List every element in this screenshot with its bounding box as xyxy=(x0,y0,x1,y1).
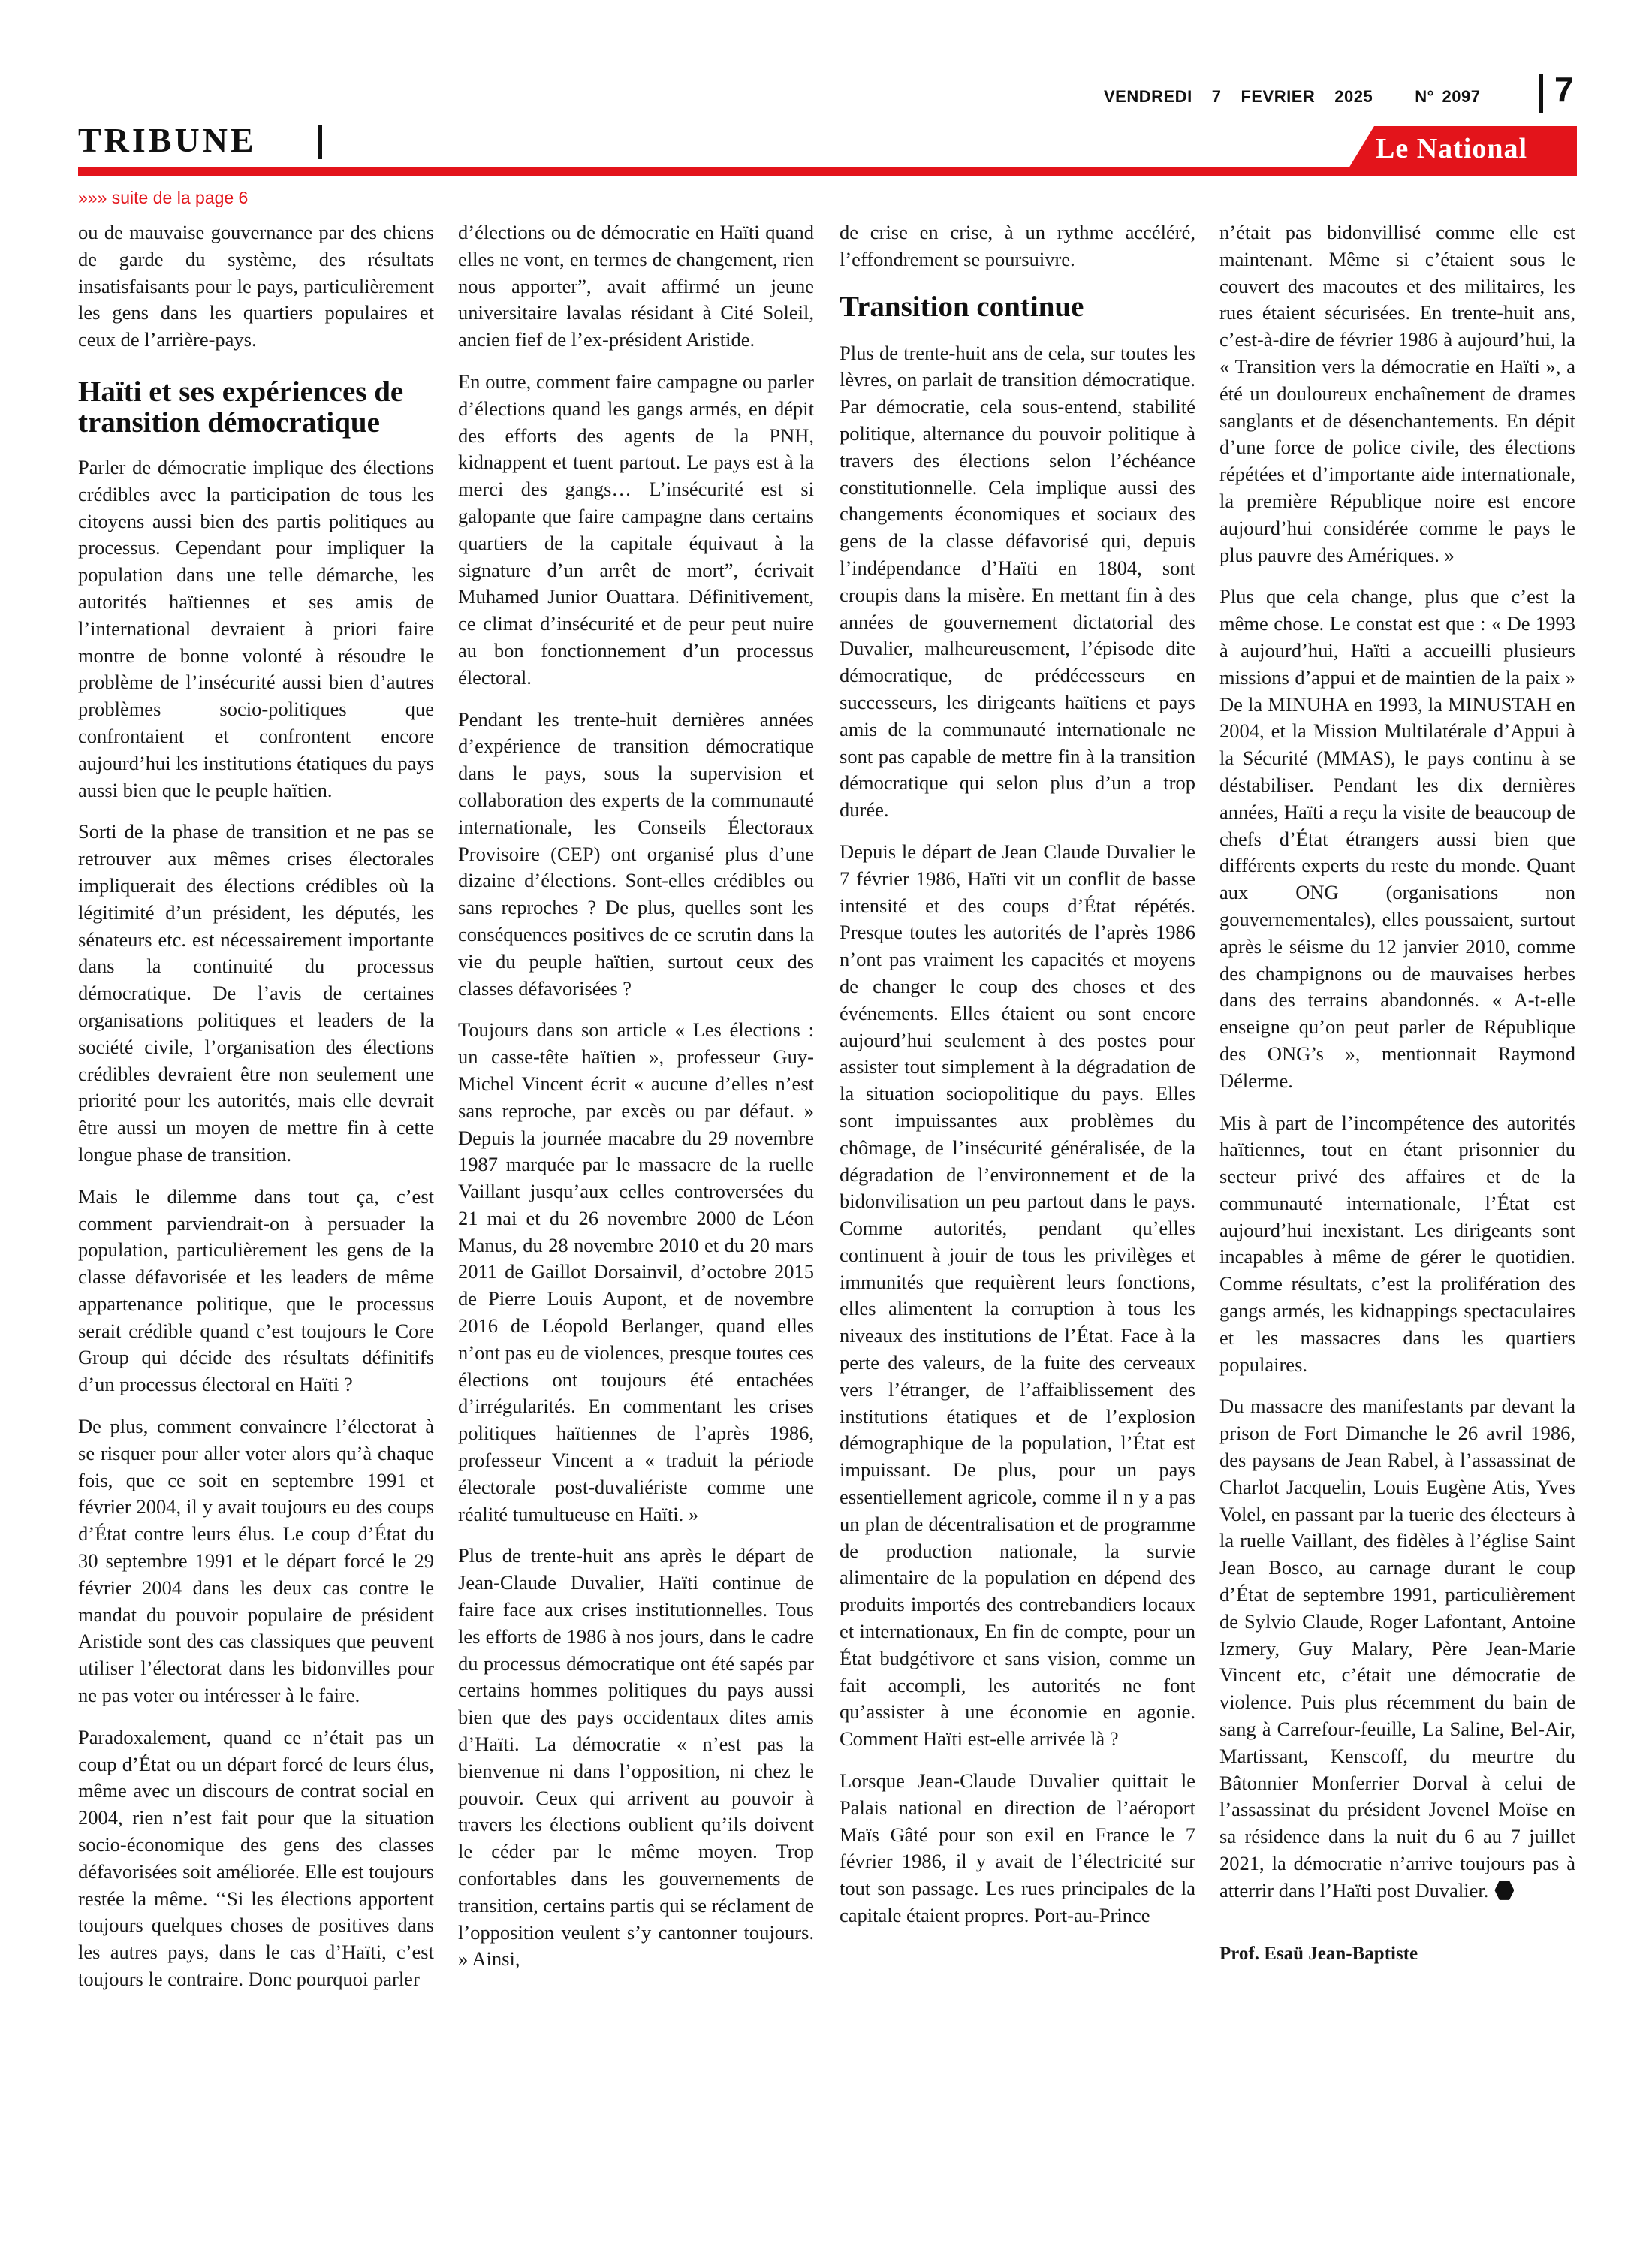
date-number: 7 xyxy=(1211,87,1222,106)
paragraph: Toujours dans son article « Les élections : un casse-tête haïtien », professeur Guy-Michel Vincent écrit « aucune d’elles n’est sans reproche, par excès ou par défaut. » Depuis la journée macabre du 29 novembre 1987 marquée par le massacre de la ruelle Vaillant jusqu’aux celles controversées du 21 mai et du 26 novembre 2000 de Léon Manus, du 28 novembre 2010 et du 20 mars 2011 de Gaillot Dorsainvil, d’octobre 2015 de Pierre Louis Aupont, et de novembre 2016 de Léopold Berlanger, quand elles n’ont pas eu de violences, presque toutes ces élections ont toujours été entachées d’irrégularités. En commentant les crises politiques haïtiennes de l’après 1986, professeur Vincent a « traduit la période électorale post-duvaliériste comme une réalité tumultueuse en Haïti. » xyxy=(458,1018,814,1525)
paragraph: Depuis le départ de Jean Claude Duvalier le 7 février 1986, Haïti vit un conflit de basse intensité et des coups d’État répétés. Presque toutes les autorités de l’après 1986 n’ont pas vraiment les capacités et moyens de changer le coup des choses et des événements. Elles étaient ou sont encore aujourd’hui seulement à des postes pour assister tout simplement à la dégradation de la situation sociopolitique du pays. Elles sont impuissantes aux problèmes du chômage, de l’insécurité généralisée, de la dégradation de l’environnement et de la bidonvilisation un peu partout dans le pays. Comme autorités, pendant qu’elles continuent à jouir de tous les privilèges et immunités que requièrent leurs fonctions, elles alimentent la corruption à tous les niveaux des institutions de l’État. Face à la perte des valeurs, de la fuite des cerveaux vers l’étranger, de l’affaiblissement des institutions étatiques et de l’explosion démographique de la population, l’État est impuissant. De plus, pour un pays essentiellement agricole, comme il n y a pas un plan de décentralisation et de programme de production nationale, la survie alimentaire de la population en dépend des produits importés des contrebandiers locaux et internationaux, En fin de compte, pour un État budgétivore et sans vision, comme un fait accompli, les autorités ne font qu’assister à une économie en agonie. Comment Haïti est-elle arrivée là ? xyxy=(840,840,1195,1751)
section-title: TRIBUNE xyxy=(78,121,257,159)
issue-number: N° 2097 xyxy=(1415,87,1481,106)
article-column-1 xyxy=(78,219,434,2008)
date-year: 2025 xyxy=(1334,87,1373,106)
article-column-2 xyxy=(458,219,814,1988)
paragraph: Plus de trente-huit ans après le départ de Jean-Claude Duvalier, Haïti continue de faire face aux crises institutionnelles. Tous les efforts de 1986 à nos jours, dans le cadre du processus démocratique ont été sapés par certains hommes politiques du pays aussi bien que des pays occidentaux dites amis d’Haïti. La démocratie « n’est pas la bienvenue ni dans l’opposition, ni chez le pouvoir. Ceux qui arrivent au pouvoir à travers les élections oublient qu’ils doivent le céder par le même moyen. Trop confortables dans les gouvernements de transition, certains partis qui se réclament de l’opposition veulent s’y cantonner toujours. » Ainsi, xyxy=(458,1544,814,1971)
author-byline: Prof. Esaü Jean-Baptiste xyxy=(1219,1943,1418,1964)
paragraph: Mis à part de l’incompétence des autorités haïtiennes, tout en étant prisonnier du secteur privé des affaires et de la communauté internationale, l’État est aujourd’hui inexistant. Les dirigeants sont incapables à même de gérer le quotidien. Comme résultats, c’est la prolifération des gangs armés, les kidnappings spectaculaires et les massacres dans les quartiers populaires. xyxy=(1219,1111,1575,1376)
newspaper-name: Le National xyxy=(1376,133,1528,164)
paragraph: Mais le dilemme dans tout ça, c’est comment parviendrait-on à persuader la population, particulièrement les gens de la classe défavorisée et les leaders de même appartenance politique, que le processus serait crédible quand c’est toujours le Core Group qui décide des résultats définitifs d’un processus électoral en Haïti ? xyxy=(78,1184,434,1396)
paragraph: Sorti de la phase de transition et ne pas se retrouver aux mêmes crises électorales impliquerait des élections crédibles où la légitimité d’un président, les députés, les sénateurs etc. est nécessairement importante dans la continuité du processus démocratique. De l’avis de certaines organisations politiques et leaders de la société civile, l’organisation des élections crédibles devraient être non seulement une priorité pour les autorités, mais elle devrait être aussi un moyen de mettre fin à cette longue phase de transition. xyxy=(78,820,434,1166)
paragraph: En outre, comment faire campagne ou parler d’élections quand les gangs armés, en dépit des efforts des agents de la PNH, kidnappent et tuent partout. Le pays est à la merci des gangs… L’insécurité est si galopante que faire campagne dans certains quartiers de la capitale équivaut à la signature d’un arrêt de mort”, écrivait Muhamed Junior Ouattara. Définitivement, ce climat d’insécurité et de peur peut nuire au bon fonctionnement d’un processus électoral. xyxy=(458,369,814,689)
continued-from-label: »»» suite de la page 6 xyxy=(78,188,249,207)
paragraph: De plus, comment convaincre l’électorat à se risquer pour aller voter alors qu’à chaque fois, que ce soit en septembre 1991 et février 2004, il y avait toujours eu des coups d’État contre leurs élus. Le coup d’État du 30 septembre 1991 et le départ forcé le 29 février 2004 dans les deux cas contre le mandat du pouvoir populaire de président Aristide sont des cas classiques que peuvent utiliser l’électorat dans les bidonvilles pour ne pas voter ou intéresser à le faire. xyxy=(78,1415,434,1707)
paragraph: Pendant les trente-huit dernières années d’expérience de transition démocratique dans le pays, sous la supervision et collaboration des experts de la communauté internationale, les Conseils Électoraux Provisoire (CEP) ont organisé plus d’une dizaine d’élections. Sont-elles crédibles ou sans reproches ? De plus, quelles sont les conséquences positives de ce scrutin dans la vie du peuple haïtien, surtout ceux des classes défavorisées ? xyxy=(458,707,814,1000)
paragraph: d’élections ou de démocratie en Haïti quand elles ne vont, en termes de changement, rien nous apporter”, avait affirmé un jeune universitaire lavalas résidant à Cité Soleil, ancien fief de l’ex-président Aristide. xyxy=(458,221,814,351)
section-title-divider xyxy=(318,125,322,159)
subheading-transition-democratique: Haïti et ses expériences de transition démocratique xyxy=(78,375,404,439)
paragraph: Plus de trente-huit ans de cela, sur toutes les lèvres, on parlait de transition démocratique. Par démocratie, cela sous-entend, stabilité politique, alternance du pouvoir politique à travers des élections selon l’échéance constitutionnelle. Cela implique aussi des changements économiques et sociaux des gens de la classe défavorisé qui, depuis l’indépendance d’Haïti en 1804, sont croupis dans la misère. En mettant fin à des années de gouvernement dictatorial des Duvalier, malheureusement, l’épisode dite démocratique, de prédécesseurs en successeurs, les dirigeants haïtiens et pays amis de la communauté internationale ne sont pas capable de mettre fin à la transition démocratique qui selon plus d’un a trop durée. xyxy=(840,341,1195,822)
paragraph: de crise en crise, à un rythme accéléré, l’effondrement se poursuivre. xyxy=(840,221,1195,270)
paragraph: n’était pas bidonvillisé comme elle est maintenant. Même si c’étaient sous le couvert des macoutes et des militaires, les rues étaient sécurisées. En trente-huit ans, c’est-à-dire de février 1986 à aujourd’hui, la « Transition vers la démocratie en Haïti », a été un douloureux enchaînement de drames sanglants et de désenchantements. En dépit d’une force de police civile, des élections répétées et d’importante aide internationale, la première République noire est encore aujourd’hui considérée comme le pays le plus pauvre des Amériques. » xyxy=(1219,221,1575,566)
page-number-divider xyxy=(1539,74,1543,113)
subheading-transition-continue: Transition continue xyxy=(840,290,1084,323)
article-column-3 xyxy=(840,219,1195,1944)
date-day: VENDREDI xyxy=(1104,87,1192,106)
paragraph: Paradoxalement, quand ce n’était pas un coup d’État ou un départ forcé de leurs élus, même avec un discours de contrat social en 2004, rien n’est fait pour que la situation socio-économique des gens des classes défavorisées soit améliorée. Elle est toujours restée la même. ‘‘Si les élections apportent toujours quelques choses de positives dans les autres pays, dans le cas d’Haïti, c’est toujours le contraire. Donc pourquoi parler xyxy=(78,1725,434,1991)
date-month: FEVRIER xyxy=(1241,87,1316,106)
paragraph: Lorsque Jean-Claude Duvalier quittait le Palais national en direction de l’aéroport Maïs Gâté pour son exil en France le 7 février 1986, il y avait de l’électricité sur tout son passage. Les rues principales de la capitale étaient propres. Port-au-Prince xyxy=(840,1769,1195,1927)
paragraph: Parler de démocratie implique des élections crédibles avec la participation de tous les citoyens aussi bien des partis politiques au processus. Cependant pour impliquer la population dans une telle démarche, les autorités haïtiennes et ses amis de l’international devraient à priori faire montre de bonne volonté à résoudre le problème de l’insécurité aussi bien d’autres problèmes socio-politiques que confrontaient et confrontent encore aujourd’hui les institutions étatiques du pays aussi bien que le peuple haïtien. xyxy=(78,455,434,801)
final-paragraph xyxy=(1219,1393,1575,1904)
paragraph: Plus que cela change, plus que c’est la même chose. Le constat est que : « De 1993 à aujourd’hui, Haïti a accueilli plusieurs missions d’appui et de maintien de la paix » De la MINUHA en 1993, la MINUSTAH en 2004, et la Mission Multilatérale d’Appui à la Sécurité (MMAS), le pays continu à se déstabiliser. Pendant les dix dernières années, Haïti a reçu la visite de beaucoup de chefs d’État étrangers aussi bien que différents experts du reste du monde. Quant aux ONG (organisations non gouvernementales), elles poussaient, surtout après le séisme du 12 janvier 2010, comme des champignons ou de mauvaises herbes dans des terrains abandonnés. « A-t-elle enseigne qu’on peut parler de République des ONG’s », mentionnait Raymond Délerme. xyxy=(1219,585,1575,1092)
dateline xyxy=(1104,87,1500,107)
paragraph: ou de mauvaise gouvernance par des chiens de garde du système, des résultats insatisfaisants pour le pays, particulièrement les gens dans les quartiers populaires et ceux de l’arrière-pays. xyxy=(78,221,434,351)
page-number: 7 xyxy=(1554,70,1574,109)
paragraph-text: Du massacre des manifestants par devant la prison de Fort Dimanche le 26 avril 1986, des paysans de Jean Rabel, à l’assassinat de Charlot Jacquelin, Louis Eugène Atis, Yves Volel, en passant par la tuerie des électeurs à la ruelle Vaillant, des fidèles à l’église Saint Jean Bosco, au carnage durant le coup d’État de septembre 1991, particulièrement de Sylvio Claude, Roger Lafontant, Antoine Izmery, Guy Malary, Père Jean-Marie Vincent etc, c’était une démocratie de violence. Puis plus récemment du bain de sang à Carrefour-feuille, La Saline, Bel-Air, Martissant, Kenscoff, du meurtre du Bâtonnier Monferrier Dorval à celui de l’assassinat du président Jovenel Moïse en sa résidence dans la nuit du 6 au 7 juillet 2021, la démocratie n’arrive toujours pas à atterrir dans l’Haïti post Duvalier. xyxy=(1219,1395,1575,1902)
article-column-4 xyxy=(1219,219,1575,1967)
end-of-article-icon xyxy=(1494,1881,1514,1900)
